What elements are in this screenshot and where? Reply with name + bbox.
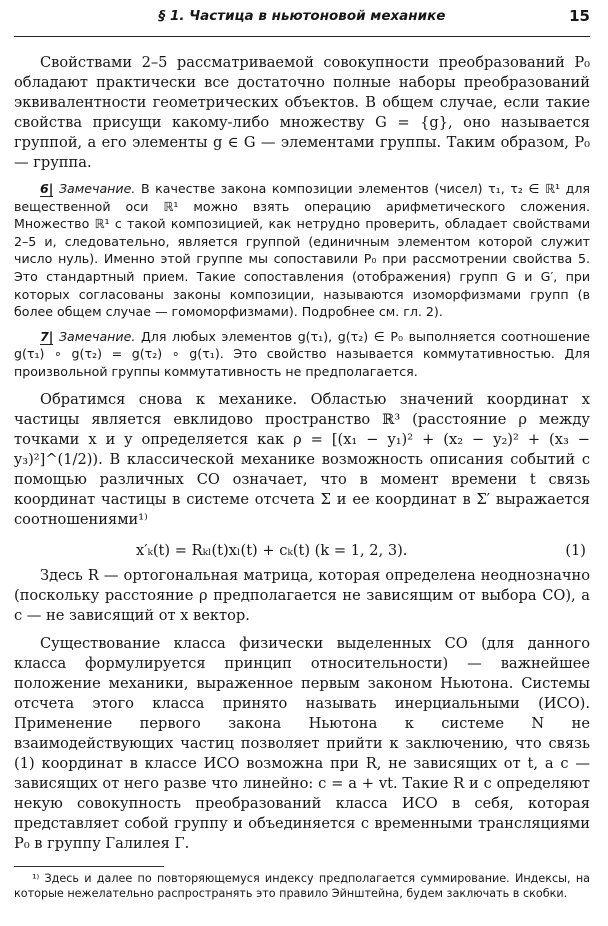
remark-7-number: 7 bbox=[40, 328, 49, 344]
equation-1 bbox=[14, 536, 590, 566]
paragraph-mechanics-coordinates: Обратимся снова к механике. Областью значений координат x частицы является евклидово пространство ℝ³ (расстояние ρ между точками x и y определяется как ρ = [(x₁ − y₁)² + (x₂ − y₂)² + (x₃ − y₃)²]^(1/2)). В классической механике возможность описания событий с помощью различных СО означает, что в момент времени t связь координат частицы в системе отсчета Σ и ее координат в Σ′ выражается соотношениями¹⁾ bbox=[14, 390, 590, 528]
running-head: § 1. Частица в ньютоновой механике bbox=[158, 8, 446, 24]
paragraph-group-definition: Свойствами 2–5 рассматриваемой совокупности преобразований P₀ обладают практически все достаточно полные наборы преобразований эквивалентности геометрических объектов. В общем случае, если такие свойства присущи какому-либо множеству G = {g}, оно называется группой, а его элементы g ∈ G — элементами группы. Таким образом, P₀ — группа. bbox=[14, 54, 590, 171]
remark-7: 7| Замечание. Для любых элементов g(τ₁), g(τ₂) ∈ P₀ выполняется соотношение g(τ₁) ∘ g(τ₂) = g(τ₂) ∘ g(τ₁). Это свойство называется коммутативностью. Для произвольной группы коммутативность не предполагается. bbox=[14, 328, 590, 379]
remark-6-title: Замечание. bbox=[58, 181, 136, 196]
footnote: ¹⁾ Здесь и далее по повторяющемуся индексу предполагается суммирование. Индексы, на которые нежелательно распространять это правило Эйнштейна, будем заключать в скобки. bbox=[14, 872, 590, 900]
remark-6-text: В качестве закона композиции элементов (чисел) τ₁, τ₂ ∈ ℝ¹ для вещественной оси ℝ¹ можно взять операцию арифметического сложения. Множество ℝ¹ с такой композицией, как нетрудно проверить, обладает свойствами 2–5 и, следовательно, является группой (единичным элементом которой служит число нуль). Именно этой группе мы сопоставили P₀ при рассмотрении свойства 5. Это стандартный прием. Такие сопоставления (отображения) групп G и G′, при которых согласованы законы композиции, называются изоморфизмами групп (в более общем случае — гомоморфизмами). Подробнее см. гл. 2). bbox=[14, 181, 590, 320]
footnote-rule bbox=[14, 866, 164, 867]
remark-6-number: 6 bbox=[40, 181, 49, 196]
remark-7-title: Замечание. bbox=[58, 328, 136, 344]
remark-7-text: Для любых элементов g(τ₁), g(τ₂) ∈ P₀ выполняется соотношение g(τ₁) ∘ g(τ₂) = g(τ₂) ∘ g(τ₁). Это свойство называется коммутативностью. Для произвольной группы коммутативность не предполагается. bbox=[14, 328, 590, 379]
equation-1-formula: x′ₖ(t) = Rₖₗ(t)xₗ(t) + cₖ(t) (k = 1, 2, 3). bbox=[136, 541, 408, 559]
remark-6: 6| Замечание. В качестве закона композиции элементов (чисел) τ₁, τ₂ ∈ ℝ¹ для вещественной оси ℝ¹ можно взять операцию арифметического сложения. Множество ℝ¹ с такой композицией, как нетрудно проверить, обладает свойствами 2–5 и, следовательно, является группой (единичным элементом которой служит число нуль). Именно этой группе мы сопоставили P₀ при рассмотрении свойства 5. Это стандартный прием. Такие сопоставления (отображения) групп G и G′, при которых согласованы законы композиции, называются изоморфизмами групп (в более общем случае — гомоморфизмами). Подробнее см. гл. 2). bbox=[14, 181, 590, 320]
paragraph-orthogonal-matrix: Здесь R — ортогональная матрица, которая определена неоднозначно (поскольку расстояние ρ предполагается не зависящим от выбора СО), а c — не зависящий от x вектор. bbox=[14, 566, 590, 624]
page-header bbox=[14, 6, 590, 37]
equation-1-number: (1) bbox=[565, 541, 586, 559]
book-page bbox=[0, 6, 608, 926]
page-number: 15 bbox=[569, 7, 590, 25]
paragraph-inertial-frames: Существование класса физически выделенных СО (для данного класса формулируется принцип относительности) — важнейшее положение механики, выраженное первым законом Ньютона. Системы отсчета этого класса принято называть инерциальными (ИСО). Применение первого закона Ньютона к системе N не взаимодействующих частиц позволяет прийти к заключению, что связь (1) координат в классе ИСО возможна при R, не зависящих от t, а c — зависящих от него разве что линейно: c = a + vt. Такие R и c определяют некую совокупность преобразований класса ИСО в себя, которая представляет собой группу и объединяется с временными трансляциями P₀ в группу Галилея Γ. bbox=[14, 634, 590, 852]
